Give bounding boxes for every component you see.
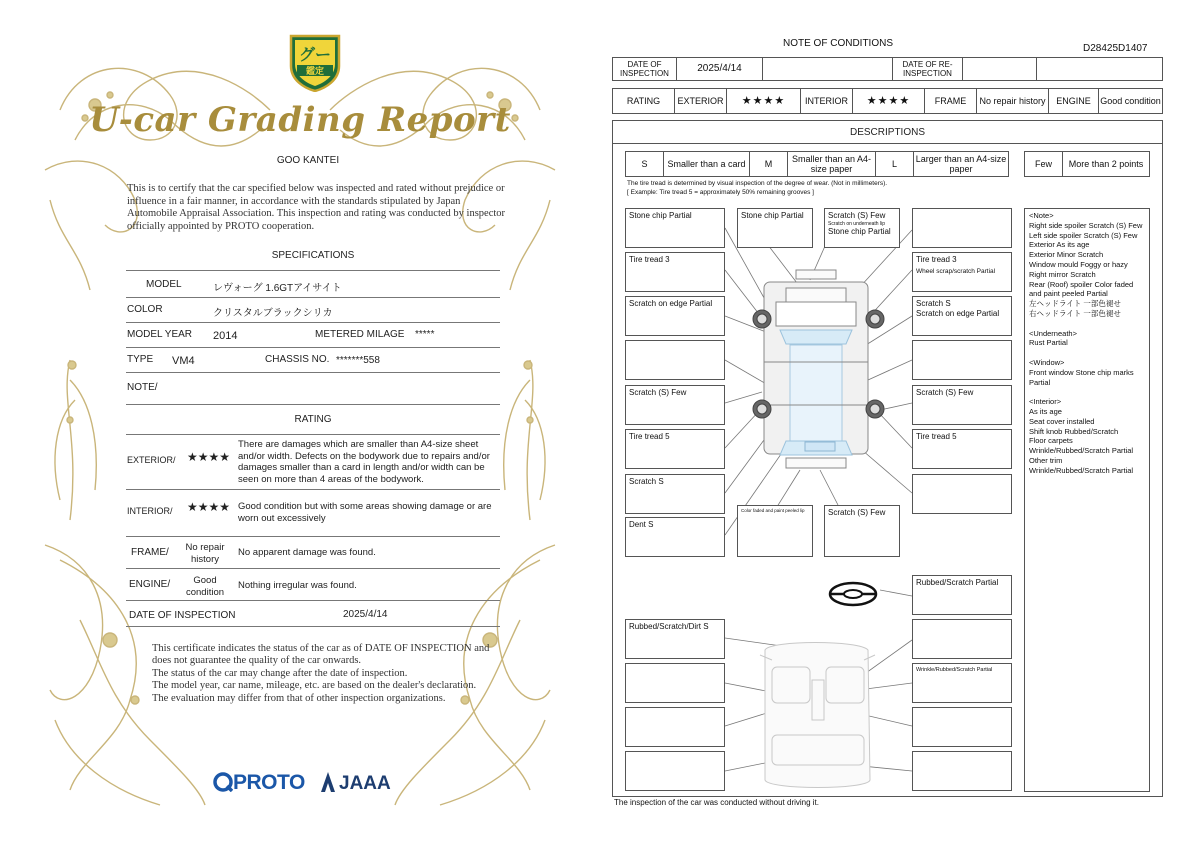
engine-label: ENGINE/ — [129, 579, 171, 590]
frame-value: No repair history — [977, 89, 1049, 113]
divider — [126, 434, 500, 435]
interior-stars: ★★★★ — [187, 500, 231, 514]
certificate-title: U-car Grading Report — [89, 100, 511, 140]
interior-left-2-box — [625, 663, 725, 703]
legend-s: S — [626, 152, 664, 176]
date-of-inspection-label: DATE OF INSPECTION — [613, 58, 677, 80]
type-value: VM4 — [172, 355, 195, 367]
divider — [126, 536, 500, 537]
legend-m: M — [750, 152, 788, 176]
top-left-2-box: Stone chip Partial — [737, 208, 813, 248]
top-right-2-box — [912, 208, 1012, 248]
right-4-box: Scratch (S) Few — [912, 385, 1012, 425]
divider — [126, 322, 500, 323]
divider — [126, 372, 500, 373]
right-6-box — [912, 474, 1012, 514]
interior-right-2-box: Wrinkle/Rubbed/Scratch Partial — [912, 663, 1012, 703]
model-year-label: MODEL YEAR — [127, 329, 193, 340]
inspection-disclaimer: The inspection of the car was conducted without driving it. — [614, 798, 819, 807]
interior-left-1-box: Rubbed/Scratch/Dirt S — [625, 619, 725, 659]
bottom-1-box — [737, 505, 813, 557]
legend-m-desc: Smaller than an A4-size paper — [788, 152, 876, 176]
note-of-conditions — [600, 0, 1200, 848]
left-5-box: Tire tread 5 — [625, 429, 725, 469]
top-left-1-box: Stone chip Partial — [625, 208, 725, 248]
interior-stars: ★★★★ — [853, 89, 925, 113]
top-right-1-box — [824, 208, 900, 248]
engine-value: Good condition — [185, 575, 225, 598]
exterior-stars: ★★★★ — [187, 450, 231, 464]
top-right-1-subtext: Scratch on underneath lip — [828, 221, 885, 227]
interior-right-1-box — [912, 619, 1012, 659]
metered-milage-value: ***** — [415, 329, 435, 340]
top-right-1-text: Scratch (S) Few — [828, 211, 886, 220]
interior-description: Good condition but with some areas showing damage or are worn out excessively — [238, 501, 492, 524]
legend-few: Few — [1025, 152, 1063, 176]
right-2-subtext: Scratch on edge Partial — [916, 309, 1000, 318]
right-5-box: Tire tread 5 — [912, 429, 1012, 469]
steering-box: Rubbed/Scratch Partial — [912, 575, 1012, 615]
certificate-intro: This is to certify that the car specified below was inspected and rated without prejudice or influence in a fair manner, in accordance with the standards stipulated by Japan Automobile Appraisal Association. This inspection and rating was conducted by inspector officially appointed by PROTO cooperation. — [127, 183, 506, 232]
proto-logo-text: PROTO — [233, 771, 305, 794]
engine-description: Nothing irregular was found. — [238, 580, 357, 591]
frame-label: FRAME — [925, 89, 977, 113]
report-id: D28425D1407 — [1083, 43, 1148, 54]
interior-left-4-box — [625, 751, 725, 791]
color-value: クリスタルブラックシリカ — [213, 308, 333, 319]
top-right-1-text-2: Stone chip Partial — [828, 227, 891, 236]
specifications-title: SPECIFICATIONS — [271, 250, 355, 261]
interior-left-3-box — [625, 707, 725, 747]
proto-logo — [213, 771, 305, 795]
jaaa-logo — [320, 771, 391, 795]
steering-wheel-icon — [830, 583, 876, 605]
left-2-box: Scratch on edge Partial — [625, 296, 725, 336]
divider — [126, 404, 500, 405]
right-1-box — [912, 252, 1012, 292]
divider — [126, 270, 500, 271]
frame-description: No apparent damage was found. — [238, 547, 376, 558]
date-of-inspection-label: DATE OF INSPECTION — [129, 610, 236, 621]
divider — [126, 568, 500, 569]
badge-top-text: グー — [298, 45, 332, 64]
legend-l-desc: Larger than an A4-size paper — [915, 154, 1007, 174]
condition-notes-panel: <Note> Right side spoiler Scratch (S) Few Left side spoiler Scratch (S) Few Exterior As its age Exterior Minor Scratch Window mould Foggy or hazy Right mirror Scratch Rear (Roof) spoiler Color faded and paint peeled Partial 左ヘッドライト 一部色褪せ 右ヘッドライト 一部色褪せ <Underneath> Rust Partial <Window> Front window Stone chip marks Partial <Interior> As its age Seat cover installed Shift knob Rubbed/Scratch Floor carpets Wrinkle/Rubbed/Scratch Partial Other trim Wrinkle/Rubbed/Scratch Partial — [1024, 208, 1150, 792]
model-year-value: 2014 — [213, 330, 238, 342]
jaaa-mark-icon — [320, 771, 336, 793]
right-1-text: Tire tread 3 — [916, 255, 957, 264]
date-of-reinspection-label: DATE OF RE-INSPECTION — [893, 58, 963, 80]
left-3-box — [625, 340, 725, 380]
interior-label: INTERIOR — [801, 89, 853, 113]
color-label: COLOR — [127, 304, 163, 315]
certificate-subtitle: GOO KANTEI — [276, 155, 340, 166]
date-of-inspection-value: 2025/4/14 — [343, 609, 388, 620]
rating-title: RATING — [294, 414, 332, 425]
note-title: NOTE OF CONDITIONS — [783, 38, 893, 49]
model-label: MODEL — [146, 279, 182, 290]
divider — [126, 347, 500, 348]
jaaa-logo-text: JAAA — [339, 773, 391, 794]
frame-value: No repair history — [185, 542, 225, 565]
divider — [126, 626, 500, 627]
left-1-box: Tire tread 3 — [625, 252, 725, 292]
left-4-box: Scratch (S) Few — [625, 385, 725, 425]
interior-label: INTERIOR/ — [127, 506, 173, 516]
legend-l: L — [876, 152, 914, 176]
type-label: TYPE — [127, 354, 154, 365]
interior-right-3-box — [912, 707, 1012, 747]
right-2-text: Scratch S — [916, 299, 951, 308]
tire-note-example: [ Example: Tire tread 5 = approximately 50% remaining grooves ] — [627, 189, 814, 196]
frame-label: FRAME/ — [131, 547, 169, 558]
rating-label: RATING — [613, 89, 675, 113]
engine-value: Good condition — [1100, 96, 1161, 106]
left-6-box: Scratch S — [625, 474, 725, 514]
exterior-label: EXTERIOR — [675, 89, 727, 113]
exterior-stars: ★★★★ — [727, 89, 801, 113]
descriptions-title: DESCRIPTIONS — [612, 120, 1163, 144]
chassis-label: CHASSIS NO. — [265, 354, 330, 365]
bottom-1-text: Color faded and paint peeled lip — [741, 508, 805, 513]
divider — [126, 297, 500, 298]
right-1-subtext: Wheel scrap/scratch Partial — [916, 268, 996, 275]
badge-bottom-text: 鑑定 — [305, 67, 325, 77]
certificate-footer: This certificate indicates the status of the car as of DATE OF INSPECTION and does not guarantee the quality of the car onwards. The status of the car may change after the date of inspection. The model year, car name, mileage, etc. are based on the dealer's declaration. The evaluation may differ from that of other inspection organizations. — [152, 643, 490, 704]
note-label: NOTE/ — [127, 382, 158, 393]
legend-s-desc: Smaller than a card — [664, 152, 750, 176]
model-value: レヴォーグ 1.6GTアイサイト — [213, 283, 342, 294]
car-top-view-icon — [764, 270, 868, 468]
divider — [126, 489, 500, 490]
date-of-inspection-value: 2025/4/14 — [677, 58, 763, 80]
metered-milage-label: METERED MILAGE — [315, 329, 405, 340]
goo-kantei-badge-icon — [288, 32, 342, 92]
chassis-value: *******558 — [336, 355, 380, 366]
divider — [126, 600, 500, 601]
exterior-label: EXTERIOR/ — [127, 455, 176, 465]
right-2-box — [912, 296, 1012, 336]
tire-note: The tire tread is determined by visual inspection of the degree of wear. (Not in millimeters). — [627, 180, 888, 187]
proto-mark-icon — [213, 772, 233, 792]
left-7-box: Dent S — [625, 517, 725, 557]
exterior-description: There are damages which are smaller than A4-size sheet and/or width. Defects on the bodywork due to repairs and/or damages smaller than a card in length and/or width can be seen on more than 4 areas of the bodywork. — [238, 439, 490, 485]
interior-right-4-box — [912, 751, 1012, 791]
bottom-2-box: Scratch (S) Few — [824, 505, 900, 557]
legend-few-desc: More than 2 points — [1068, 159, 1144, 169]
car-interior-view-icon — [760, 643, 875, 788]
right-3-box — [912, 340, 1012, 380]
engine-label: ENGINE — [1049, 89, 1099, 113]
